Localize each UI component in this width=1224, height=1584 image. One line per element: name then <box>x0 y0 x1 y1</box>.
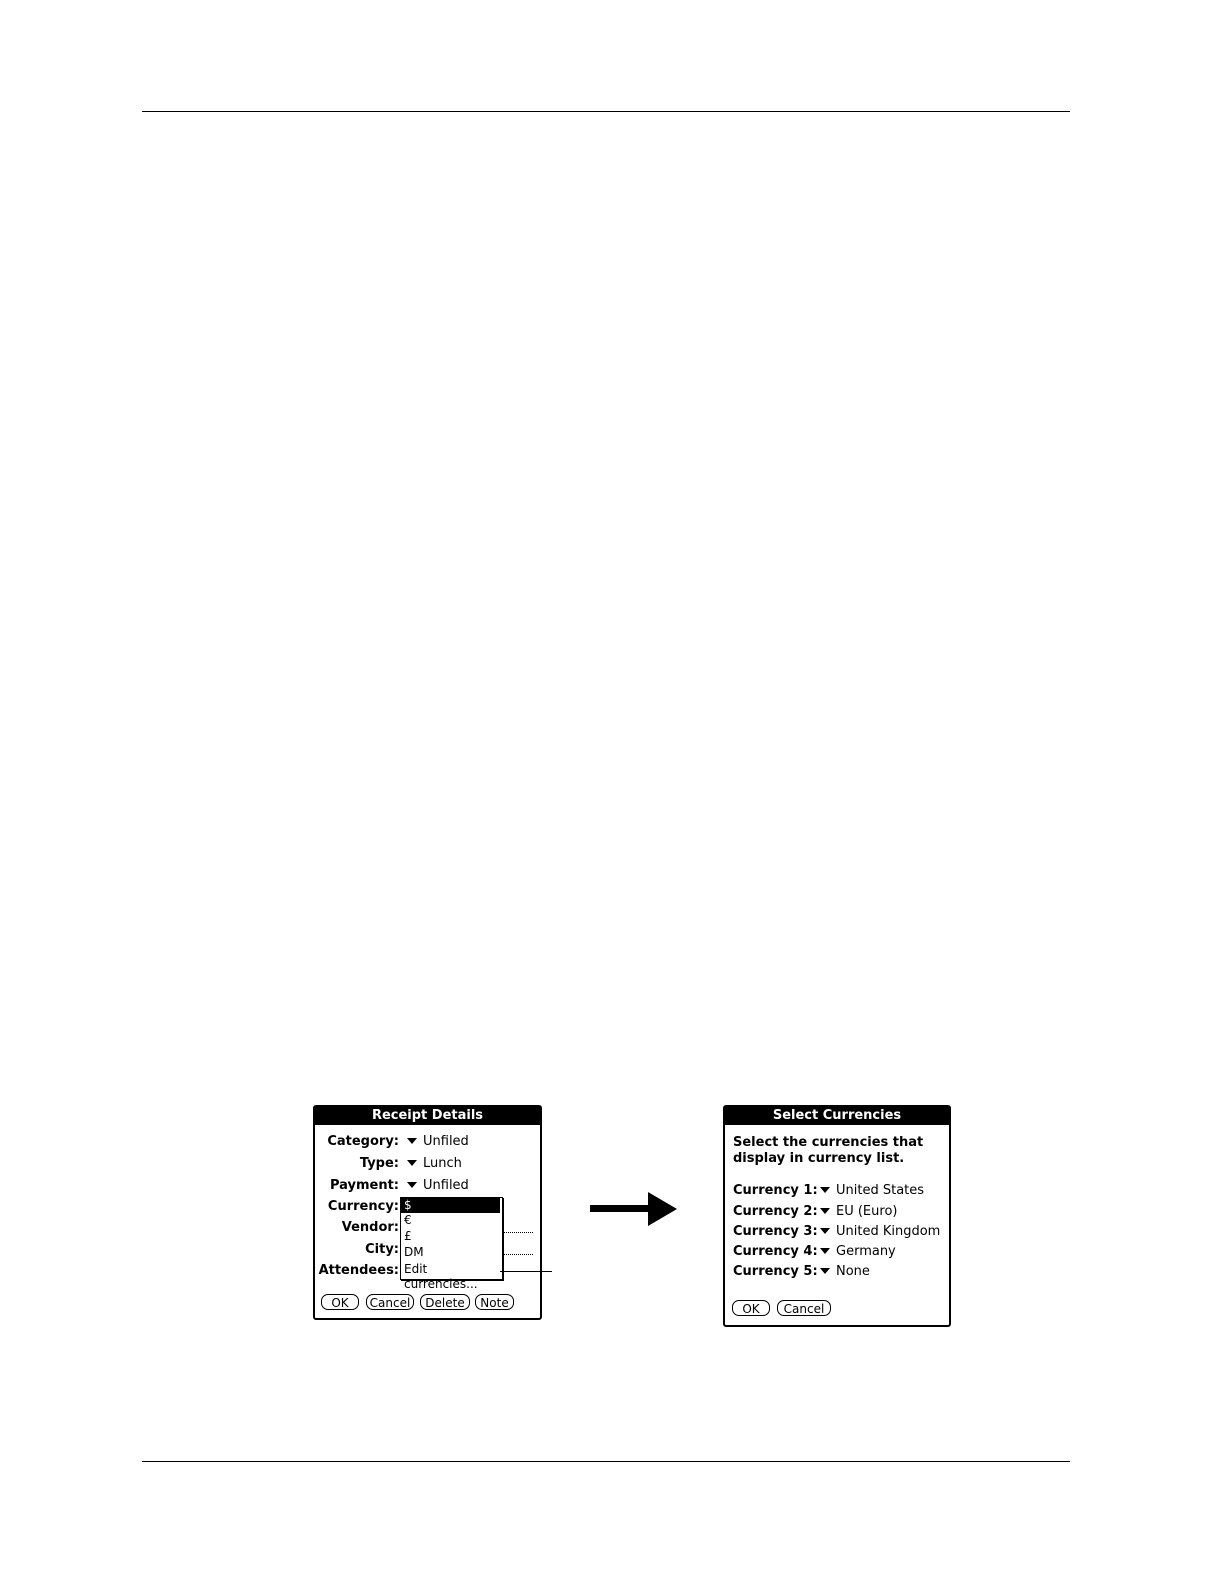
right-arrow-icon <box>590 1205 652 1212</box>
currency-5-value: None <box>836 1264 870 1279</box>
cancel-button[interactable]: Cancel <box>366 1294 414 1310</box>
vendor-label: Vendor: <box>341 1220 399 1235</box>
currency-1-row <box>725 1182 949 1200</box>
city-field[interactable] <box>503 1253 533 1255</box>
currency-3-row <box>725 1223 949 1241</box>
currency-option-pound[interactable]: £ <box>404 1229 412 1243</box>
currency-5-label: Currency 5: <box>733 1264 818 1279</box>
header-rule <box>142 111 1070 112</box>
type-value: Lunch <box>423 1156 462 1171</box>
currency-3-trigger[interactable] <box>820 1223 940 1241</box>
category-trigger[interactable] <box>407 1133 469 1151</box>
currency-1-trigger[interactable] <box>820 1182 924 1200</box>
note-button[interactable]: Note <box>475 1294 514 1310</box>
dropdown-triangle-icon <box>820 1268 830 1274</box>
callout-line <box>500 1271 552 1272</box>
edit-currencies-option[interactable]: Edit currencies... <box>404 1262 478 1291</box>
attendees-label: Attendees: <box>318 1263 399 1278</box>
currency-4-trigger[interactable] <box>820 1243 896 1261</box>
currency-2-label: Currency 2: <box>733 1204 818 1219</box>
currency-4-value: Germany <box>836 1244 896 1259</box>
currency-5-row <box>725 1263 949 1281</box>
dropdown-triangle-icon <box>407 1138 417 1144</box>
delete-button[interactable]: Delete <box>420 1294 470 1310</box>
payment-label: Payment: <box>329 1178 399 1193</box>
dialog-title: Receipt Details <box>315 1107 540 1125</box>
currency-option-euro[interactable]: € <box>404 1213 412 1227</box>
category-value: Unfiled <box>423 1134 469 1149</box>
right-arrow-head-icon <box>648 1192 677 1226</box>
payment-row <box>315 1177 540 1195</box>
payment-trigger[interactable] <box>407 1177 469 1195</box>
currency-option-dollar[interactable]: $ <box>401 1198 500 1213</box>
currency-2-row <box>725 1203 949 1221</box>
select-currencies-dialog <box>723 1105 951 1327</box>
cancel-button[interactable]: Cancel <box>777 1300 831 1316</box>
currency-option-dm[interactable]: DM <box>404 1245 424 1259</box>
footer-rule <box>142 1461 1070 1462</box>
dropdown-triangle-icon <box>407 1182 417 1188</box>
ok-button[interactable]: OK <box>321 1294 359 1310</box>
dialog-title: Select Currencies <box>725 1107 949 1125</box>
currency-4-row <box>725 1243 949 1261</box>
category-row <box>315 1133 540 1151</box>
type-label: Type: <box>359 1156 399 1171</box>
category-label: Category: <box>327 1134 399 1149</box>
instructions-text: Select the currencies that display in currency list. <box>733 1135 924 1166</box>
dropdown-triangle-icon <box>820 1208 830 1214</box>
dropdown-triangle-icon <box>820 1228 830 1234</box>
currency-3-label: Currency 3: <box>733 1224 818 1239</box>
currency-5-trigger[interactable] <box>820 1263 870 1281</box>
type-trigger[interactable] <box>407 1155 462 1173</box>
dropdown-triangle-icon <box>820 1187 830 1193</box>
currency-3-value: United Kingdom <box>836 1224 941 1239</box>
ok-button[interactable]: OK <box>732 1300 770 1316</box>
dropdown-triangle-icon <box>407 1160 417 1166</box>
type-row <box>315 1155 540 1173</box>
currency-popup-list <box>400 1197 503 1291</box>
vendor-field[interactable] <box>503 1231 533 1233</box>
currency-1-label: Currency 1: <box>733 1183 818 1198</box>
dropdown-triangle-icon <box>820 1248 830 1254</box>
currency-1-value: United States <box>836 1183 925 1198</box>
city-label: City: <box>365 1242 399 1257</box>
payment-value: Unfiled <box>423 1178 469 1193</box>
currency-label: Currency: <box>327 1199 399 1214</box>
currency-2-trigger[interactable] <box>820 1203 897 1221</box>
currency-4-label: Currency 4: <box>733 1244 818 1259</box>
currency-2-value: EU (Euro) <box>836 1204 898 1219</box>
